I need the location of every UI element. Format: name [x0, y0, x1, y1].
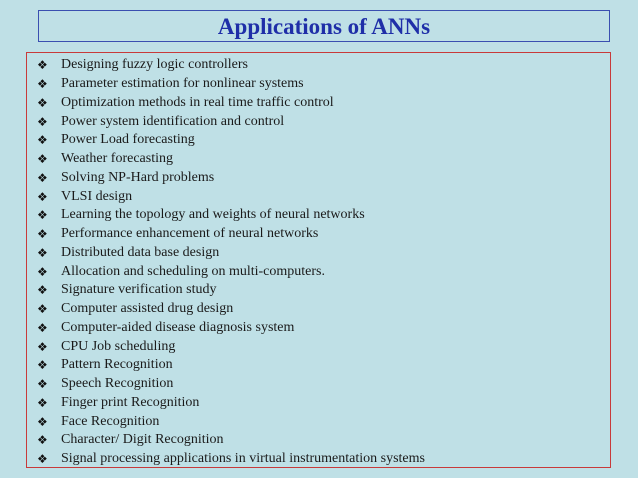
- list-item: [27, 225, 610, 244]
- list-item-label: Signature verification study: [61, 282, 217, 298]
- list-item: [27, 281, 610, 300]
- list-item-label: Signal processing applications in virtual instrumentation systems: [61, 451, 425, 467]
- list-item: [27, 244, 610, 263]
- list-item: [27, 375, 610, 394]
- four-diamond-bullet-icon: ❖: [37, 414, 48, 429]
- slide-title: Applications of ANNs: [217, 13, 431, 39]
- list-item: [27, 56, 610, 75]
- four-diamond-bullet-icon: ❖: [37, 170, 48, 185]
- four-diamond-bullet-icon: ❖: [37, 433, 48, 448]
- four-diamond-bullet-icon: ❖: [37, 208, 48, 223]
- list-item: [27, 262, 610, 281]
- list-item-label: Weather forecasting: [61, 151, 173, 167]
- applications-list: [27, 56, 610, 469]
- list-item-label: CPU Job scheduling: [61, 338, 176, 354]
- list-item: [27, 206, 610, 225]
- four-diamond-bullet-icon: ❖: [37, 320, 48, 335]
- four-diamond-bullet-icon: ❖: [37, 302, 48, 317]
- list-item: [27, 75, 610, 94]
- list-item-label: Power Load forecasting: [61, 132, 195, 148]
- list-item: [27, 150, 610, 169]
- list-item-label: Computer assisted drug design: [61, 301, 234, 317]
- list-item-label: Parameter estimation for nonlinear systems: [61, 76, 304, 92]
- list-item: [27, 356, 610, 375]
- four-diamond-bullet-icon: ❖: [37, 283, 48, 298]
- list-item-label: Speech Recognition: [61, 376, 174, 392]
- list-item-label: Performance enhancement of neural networks: [61, 226, 319, 242]
- four-diamond-bullet-icon: ❖: [37, 227, 48, 242]
- list-item: [27, 450, 610, 469]
- list-item: [27, 431, 610, 450]
- four-diamond-bullet-icon: ❖: [37, 264, 48, 279]
- list-item-label: Allocation and scheduling on multi-computers.: [61, 263, 326, 279]
- list-item: [27, 319, 610, 338]
- four-diamond-bullet-icon: ❖: [37, 358, 48, 373]
- list-item: [27, 112, 610, 131]
- list-item: [27, 394, 610, 413]
- list-item: [27, 131, 610, 150]
- four-diamond-bullet-icon: ❖: [37, 58, 48, 73]
- title-box: [38, 10, 610, 42]
- four-diamond-bullet-icon: ❖: [37, 395, 48, 410]
- list-item-label: Learning the topology and weights of neural networks: [61, 207, 365, 223]
- list-item: [27, 300, 610, 319]
- four-diamond-bullet-icon: ❖: [37, 133, 48, 148]
- four-diamond-bullet-icon: ❖: [37, 114, 48, 129]
- four-diamond-bullet-icon: ❖: [37, 95, 48, 110]
- four-diamond-bullet-icon: ❖: [37, 77, 48, 92]
- four-diamond-bullet-icon: ❖: [37, 189, 48, 204]
- list-item: [27, 337, 610, 356]
- list-item-label: Face Recognition: [61, 413, 160, 429]
- content-box: [26, 52, 611, 468]
- list-item: [27, 412, 610, 431]
- list-item-label: VLSI design: [61, 188, 133, 204]
- list-item: [27, 187, 610, 206]
- four-diamond-bullet-icon: ❖: [37, 339, 48, 354]
- list-item: [27, 169, 610, 188]
- four-diamond-bullet-icon: ❖: [37, 452, 48, 467]
- list-item-label: Computer-aided disease diagnosis system: [61, 319, 295, 335]
- list-item-label: Finger print Recognition: [61, 394, 200, 410]
- list-item-label: Solving NP-Hard problems: [61, 169, 215, 185]
- list-item-label: Power system identification and control: [61, 113, 285, 129]
- list-item-label: Character/ Digit Recognition: [61, 432, 224, 448]
- list-item: [27, 94, 610, 113]
- list-item-label: Pattern Recognition: [61, 357, 173, 373]
- list-item-label: Designing fuzzy logic controllers: [61, 57, 249, 73]
- four-diamond-bullet-icon: ❖: [37, 152, 48, 167]
- list-item-label: Distributed data base design: [61, 244, 220, 260]
- four-diamond-bullet-icon: ❖: [37, 377, 48, 392]
- list-item-label: Optimization methods in real time traffic control: [61, 94, 334, 110]
- four-diamond-bullet-icon: ❖: [37, 245, 48, 260]
